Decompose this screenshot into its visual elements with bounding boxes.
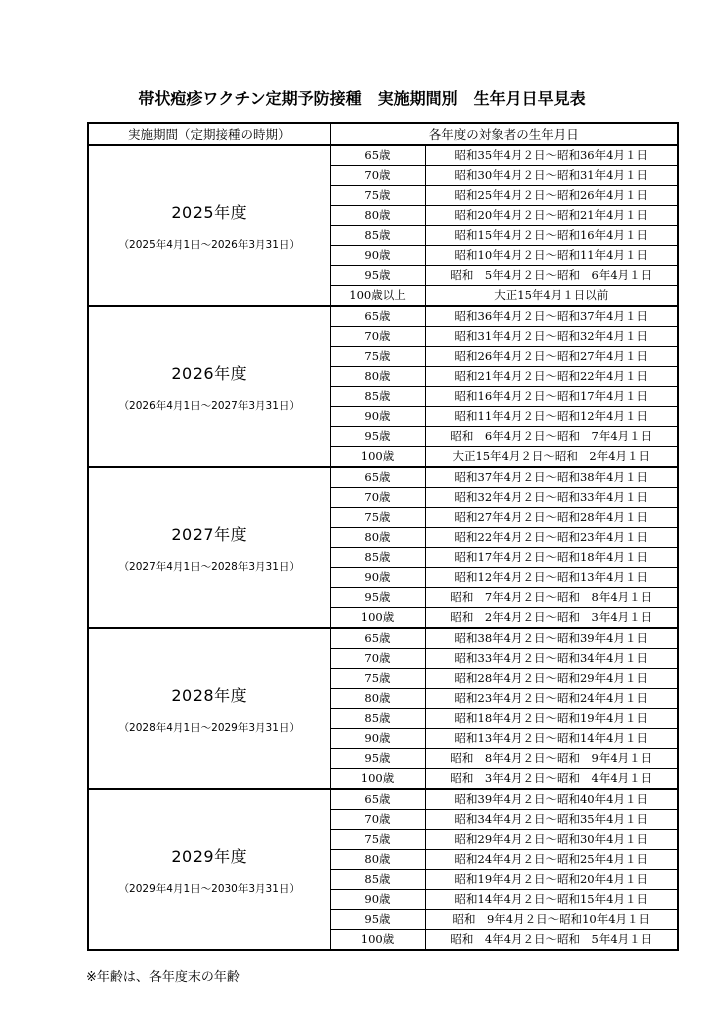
- age-cell: 80歳: [330, 850, 425, 870]
- age-cell: 95歳: [330, 266, 425, 286]
- birthdate-range-cell: 昭和 8年4月２日～昭和 9年4月１日: [425, 749, 678, 769]
- birthdate-range-cell: 昭和23年4月２日～昭和24年4月１日: [425, 689, 678, 709]
- birthdate-range-cell: 昭和33年4月２日～昭和34年4月１日: [425, 649, 678, 669]
- period-cell: [88, 306, 330, 467]
- birthdate-range-cell: 昭和26年4月２日～昭和27年4月１日: [425, 347, 678, 367]
- age-cell: 65歳: [330, 306, 425, 327]
- age-cell: 70歳: [330, 166, 425, 186]
- age-cell: 75歳: [330, 508, 425, 528]
- age-cell: 65歳: [330, 467, 425, 488]
- age-cell: 90歳: [330, 568, 425, 588]
- footnote: ※年齢は、各年度末の年齢: [86, 970, 240, 985]
- birthdate-range-cell: 昭和27年4月２日～昭和28年4月１日: [425, 508, 678, 528]
- period-cell: [88, 789, 330, 950]
- age-cell: 70歳: [330, 810, 425, 830]
- table-row: [88, 306, 678, 327]
- age-cell: 100歳以上: [330, 286, 425, 307]
- birthdate-range-cell: 昭和30年4月２日～昭和31年4月１日: [425, 166, 678, 186]
- birthdate-range-cell: 昭和29年4月２日～昭和30年4月１日: [425, 830, 678, 850]
- table-header-row: [88, 123, 678, 145]
- age-cell: 90歳: [330, 407, 425, 427]
- page-title: 帯状疱疹ワクチン定期予防接種 実施期間別 生年月日早見表: [138, 89, 586, 108]
- age-cell: 80歳: [330, 528, 425, 548]
- birthdate-range-cell: 昭和35年4月２日～昭和36年4月１日: [425, 145, 678, 166]
- birthdate-range-cell: 昭和31年4月２日～昭和32年4月１日: [425, 327, 678, 347]
- age-cell: 70歳: [330, 488, 425, 508]
- birthdate-range-cell: 昭和10年4月２日～昭和11年4月１日: [425, 246, 678, 266]
- birthdate-range-cell: 昭和37年4月２日～昭和38年4月１日: [425, 467, 678, 488]
- birthdate-range-cell: 昭和15年4月２日～昭和16年4月１日: [425, 226, 678, 246]
- period-range: （2026年4月1日～2027年3月31日）: [118, 399, 300, 412]
- birthdate-range-cell: 昭和19年4月２日～昭和20年4月１日: [425, 870, 678, 890]
- fiscal-year: 2026年度: [171, 363, 248, 383]
- birthdate-range-cell: 昭和11年4月２日～昭和12年4月１日: [425, 407, 678, 427]
- fiscal-year: 2027年度: [171, 524, 248, 544]
- header-birthdates: 各年度の対象者の生年月日: [330, 123, 678, 145]
- age-cell: 85歳: [330, 548, 425, 568]
- period-range: （2028年4月1日～2029年3月31日）: [118, 721, 300, 734]
- age-cell: 100歳: [330, 608, 425, 629]
- birthdate-range-cell: 昭和38年4月２日～昭和39年4月１日: [425, 628, 678, 649]
- birthdate-range-cell: 昭和21年4月２日～昭和22年4月１日: [425, 367, 678, 387]
- birthdate-range-cell: 昭和13年4月２日～昭和14年4月１日: [425, 729, 678, 749]
- birthdate-range-cell: 昭和16年4月２日～昭和17年4月１日: [425, 387, 678, 407]
- age-cell: 100歳: [330, 447, 425, 468]
- birthdate-range-cell: 昭和22年4月２日～昭和23年4月１日: [425, 528, 678, 548]
- age-cell: 85歳: [330, 387, 425, 407]
- age-cell: 80歳: [330, 367, 425, 387]
- birthdate-range-cell: 昭和 9年4月２日～昭和10年4月１日: [425, 910, 678, 930]
- age-cell: 65歳: [330, 789, 425, 810]
- age-cell: 85歳: [330, 870, 425, 890]
- birthdate-range-cell: 昭和12年4月２日～昭和13年4月１日: [425, 568, 678, 588]
- period-range: （2027年4月1日～2028年3月31日）: [118, 560, 300, 573]
- fiscal-year: 2025年度: [171, 202, 248, 222]
- age-cell: 75歳: [330, 830, 425, 850]
- age-cell: 75歳: [330, 669, 425, 689]
- birthdate-range-cell: 昭和34年4月２日～昭和35年4月１日: [425, 810, 678, 830]
- age-cell: 95歳: [330, 427, 425, 447]
- age-cell: 90歳: [330, 246, 425, 266]
- age-cell: 95歳: [330, 910, 425, 930]
- age-cell: 100歳: [330, 769, 425, 790]
- birthdate-range-cell: 昭和36年4月２日～昭和37年4月１日: [425, 306, 678, 327]
- table-body: [88, 145, 678, 950]
- birthdate-range-cell: 昭和 4年4月２日～昭和 5年4月１日: [425, 930, 678, 951]
- age-cell: 65歳: [330, 145, 425, 166]
- birthdate-range-cell: 昭和 7年4月２日～昭和 8年4月１日: [425, 588, 678, 608]
- age-cell: 90歳: [330, 890, 425, 910]
- period-cell: [88, 145, 330, 306]
- birthdate-range-cell: 昭和28年4月２日～昭和29年4月１日: [425, 669, 678, 689]
- birthdate-range-cell: 昭和25年4月２日～昭和26年4月１日: [425, 186, 678, 206]
- birthdate-range-cell: 昭和39年4月２日～昭和40年4月１日: [425, 789, 678, 810]
- table-row: [88, 467, 678, 488]
- age-cell: 80歳: [330, 206, 425, 226]
- birthdate-range-cell: 昭和 2年4月２日～昭和 3年4月１日: [425, 608, 678, 629]
- age-cell: 95歳: [330, 749, 425, 769]
- birthdate-range-cell: 大正15年4月１日以前: [425, 286, 678, 307]
- header-period: 実施期間（定期接種の時期）: [88, 123, 330, 145]
- table-row: [88, 145, 678, 166]
- birthdate-table: [87, 122, 679, 951]
- birthdate-range-cell: 昭和 5年4月２日～昭和 6年4月１日: [425, 266, 678, 286]
- birthdate-range-cell: 昭和14年4月２日～昭和15年4月１日: [425, 890, 678, 910]
- age-cell: 65歳: [330, 628, 425, 649]
- birthdate-range-cell: 昭和17年4月２日～昭和18年4月１日: [425, 548, 678, 568]
- birthdate-range-cell: 昭和18年4月２日～昭和19年4月１日: [425, 709, 678, 729]
- birthdate-range-cell: 昭和 6年4月２日～昭和 7年4月１日: [425, 427, 678, 447]
- table-row: [88, 789, 678, 810]
- age-cell: 100歳: [330, 930, 425, 951]
- fiscal-year: 2028年度: [171, 685, 248, 705]
- period-range: （2025年4月1日～2026年3月31日）: [118, 238, 300, 251]
- fiscal-year: 2029年度: [171, 846, 248, 866]
- birthdate-range-cell: 昭和 3年4月２日～昭和 4年4月１日: [425, 769, 678, 790]
- birthdate-range-cell: 昭和20年4月２日～昭和21年4月１日: [425, 206, 678, 226]
- age-cell: 75歳: [330, 186, 425, 206]
- birthdate-range-cell: 大正15年4月２日～昭和 2年4月１日: [425, 447, 678, 468]
- table-row: [88, 628, 678, 649]
- age-cell: 70歳: [330, 649, 425, 669]
- birthdate-range-cell: 昭和32年4月２日～昭和33年4月１日: [425, 488, 678, 508]
- age-cell: 70歳: [330, 327, 425, 347]
- period-cell: [88, 467, 330, 628]
- age-cell: 90歳: [330, 729, 425, 749]
- age-cell: 75歳: [330, 347, 425, 367]
- age-cell: 95歳: [330, 588, 425, 608]
- period-cell: [88, 628, 330, 789]
- period-range: （2029年4月1日～2030年3月31日）: [118, 882, 300, 895]
- age-cell: 80歳: [330, 689, 425, 709]
- age-cell: 85歳: [330, 226, 425, 246]
- age-cell: 85歳: [330, 709, 425, 729]
- birthdate-range-cell: 昭和24年4月２日～昭和25年4月１日: [425, 850, 678, 870]
